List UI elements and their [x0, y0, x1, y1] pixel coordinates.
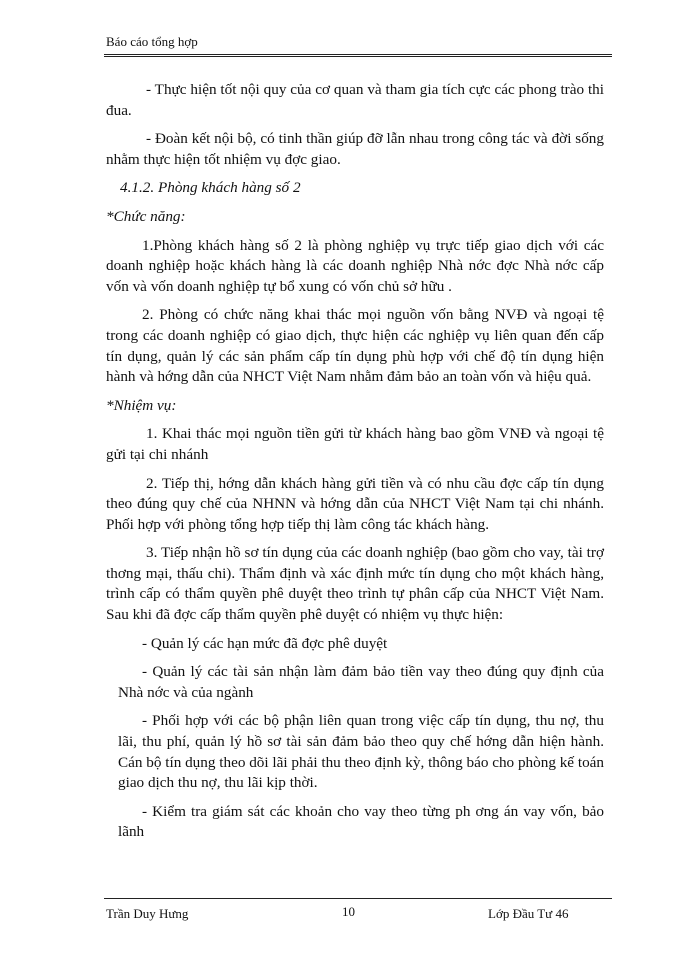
footer-divider — [104, 898, 612, 899]
document-body — [106, 80, 604, 851]
paragraph: - Thực hiện tốt nội quy của cơ quan và tham gia tích cực các phong trào thi đua. — [106, 81, 604, 119]
paragraph: 2. Phòng có chức năng khai thác mọi nguồn vốn bằng NVĐ và ngoại tệ trong các doanh nghiệp có giao dịch, thực hiện các nghiệp vụ liên quan đến cấp tín dụng, quản lý các sản phẩm cấp tín dụng phù hợp với chế độ tín dụng hiện hành và hớng dẫn của NHCT Việt Nam nhằm đảm bảo an toàn vốn và hiệu quả. — [106, 306, 604, 386]
paragraph: - Đoàn kết nội bộ, có tinh thần giúp đỡ lẫn nhau trong công tác và đời sống nhằm thực hiện tốt nhiệm vụ đợc giao. — [106, 130, 604, 168]
footer-class: Lớp Đầu Tư 46 — [488, 906, 569, 921]
bullet-item: - Quản lý các hạn mức đã đợc phê duyệt — [142, 634, 388, 652]
paragraph: 2. Tiếp thị, hớng dẫn khách hàng gửi tiền và có nhu cầu đợc cấp tín dụng theo đúng quy chế của NHNN và hớng dẫn của NHCT Việt Nam tại chi nhánh. Phối hợp với phòng tổng hợp tiếp thị làm công tác khách hàng. — [106, 474, 604, 533]
subheading-functions: *Chức năng: — [106, 207, 186, 225]
bullet-item: - Phối hợp với các bộ phận liên quan trong việc cấp tín dụng, thu nợ, thu lãi, thu phí, quản lý hồ sơ tài sản đảm bảo theo quy chế hớng dẫn hiện hành. Cán bộ tín dụng theo dõi lãi phải thu theo định kỳ, thông báo cho phòng kế toán giao dịch thu nợ, thu lãi kịp thời. — [118, 712, 604, 792]
header-divider — [104, 54, 612, 57]
bullet-item: - Quản lý các tài sản nhận làm đảm bảo tiền vay theo đúng quy định của Nhà nớc và của ngành — [118, 663, 604, 701]
page-header-title: Báo cáo tổng hợp — [106, 34, 198, 49]
section-heading: 4.1.2. Phòng khách hàng số 2 — [120, 179, 301, 197]
subheading-duties: *Nhiệm vụ: — [106, 396, 177, 414]
paragraph: 1.Phòng khách hàng số 2 là phòng nghiệp vụ trực tiếp giao dịch với các doanh nghiệp hoặc khách hàng là các doanh nghiệp Nhà nớc đợc Nhà nớc cấp vốn và vốn doanh nghiệp tự bổ xung có vốn chủ sở hữu . — [106, 236, 604, 295]
bullet-item: - Kiểm tra giám sát các khoản cho vay theo từng ph ơng án vay vốn, bảo lãnh — [118, 802, 604, 841]
paragraph: 3. Tiếp nhận hồ sơ tín dụng của các doanh nghiệp (bao gồm cho vay, tài trợ thơng mại, thấu chi). Thẩm định và xác định mức tín dụng cho một khách hàng, trình cấp có thẩm quyền phê duyệt theo trình tự phân cấp của NHCT Việt Nam. Sau khi đã đợc cấp thẩm quyền phê duyệt có nhiệm vụ thực hiện: — [106, 544, 604, 624]
footer-author: Trần Duy Hưng — [106, 906, 189, 921]
page-number: 10 — [342, 904, 355, 919]
paragraph: 1. Khai thác mọi nguồn tiền gửi từ khách hàng bao gồm VNĐ và ngoại tệ gửi tại chi nhánh — [106, 425, 604, 463]
